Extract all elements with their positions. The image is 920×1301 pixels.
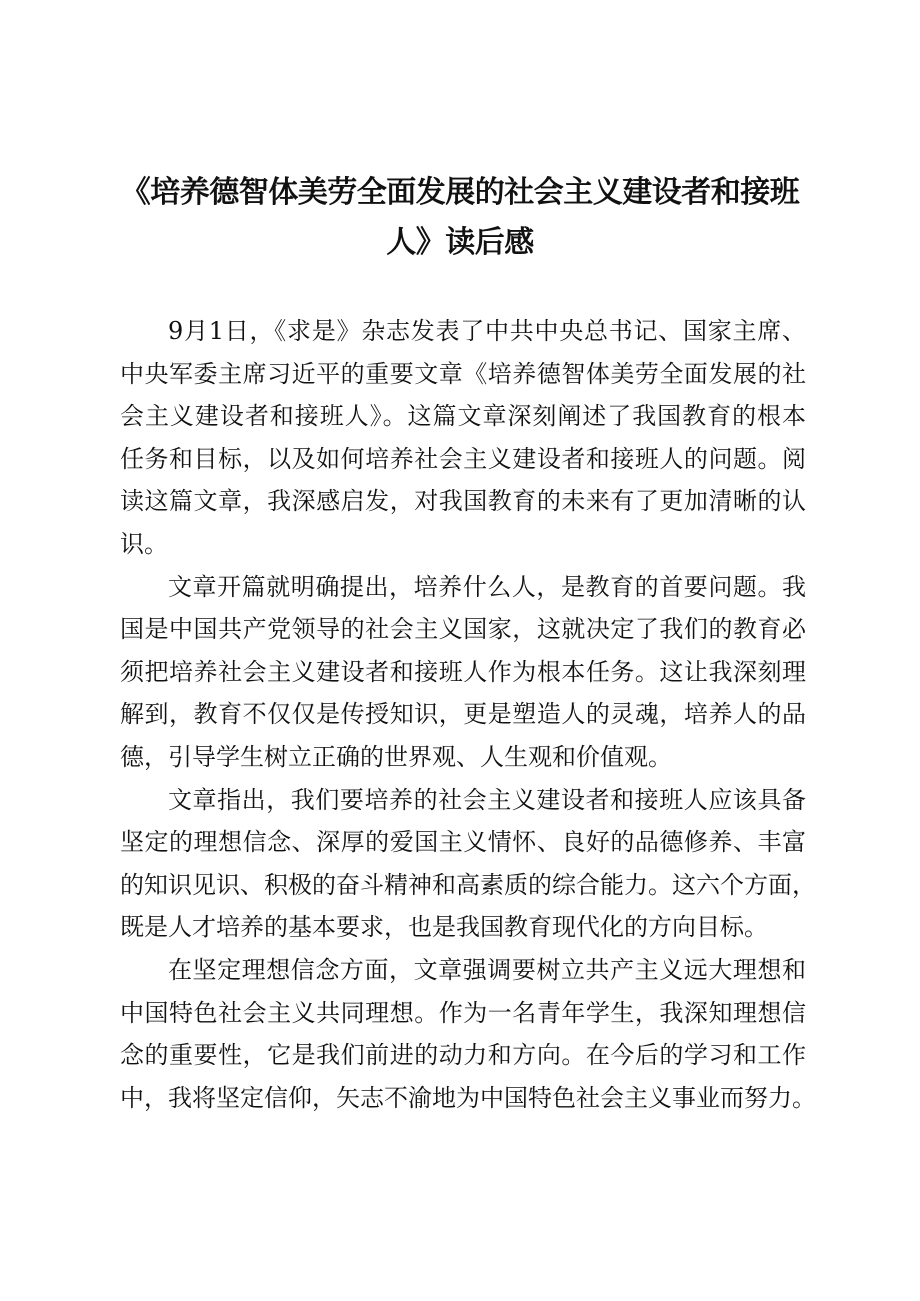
text-line: 会主义建设者和接班人》。这篇文章深刻阐述了我国教育的根本 xyxy=(120,402,806,431)
text-line: 坚定的理想信念、深厚的爱国主义情怀、良好的品德修养、丰富 xyxy=(120,828,806,857)
document-body xyxy=(120,310,816,1119)
text-line: 中央军委主席习近平的重要文章《培养德智体美劳全面发展的社 xyxy=(120,359,806,388)
text-line: 中国特色社会主义共同理想。作为一名青年学生，我深知理想信 xyxy=(120,998,806,1027)
text-line: 的知识见识、积极的奋斗精神和高素质的综合能力。这六个方面， xyxy=(120,870,816,899)
document-title xyxy=(120,168,800,268)
paragraph-2 xyxy=(120,566,806,779)
text-line: 既是人才培养的基本要求，也是我国教育现代化的方向目标。 xyxy=(120,913,768,942)
text-line: 文章指出，我们要培养的社会主义建设者和接班人应该具备 xyxy=(168,785,806,814)
text-line: 念的重要性，它是我们前进的动力和方向。在今后的学习和工作 xyxy=(120,1041,806,1070)
text-line: 任务和目标，以及如何培养社会主义建设者和接班人的问题。阅 xyxy=(120,444,806,473)
title-line: 人》读后感 xyxy=(386,225,534,260)
text-line: 文章开篇就明确提出，培养什么人，是教育的首要问题。我 xyxy=(168,572,806,601)
paragraph-1 xyxy=(120,310,806,566)
text-line: 识。 xyxy=(120,529,168,558)
text-line: 解到，教育不仅仅是传授知识，更是塑造人的灵魂，培养人的品 xyxy=(120,700,806,729)
text-line: 德，引导学生树立正确的世界观、人生观和价值观。 xyxy=(120,742,672,771)
paragraph-4 xyxy=(120,949,816,1119)
title-line: 《培养德智体美劳全面发展的社会主义建设者和接班 xyxy=(120,175,800,210)
text-line: 读这篇文章，我深感启发，对我国教育的未来有了更加清晰的认 xyxy=(120,487,806,516)
text-line: 国是中国共产党领导的社会主义国家，这就决定了我们的教育必 xyxy=(120,615,806,644)
paragraph-3 xyxy=(120,779,816,949)
text-line: 中，我将坚定信仰，矢志不渝地为中国特色社会主义事业而努力。 xyxy=(120,1083,816,1112)
text-line: 9月1日，《求是》杂志发表了中共中央总书记、国家主席、 xyxy=(168,317,806,345)
text-line: 在坚定理想信念方面，文章强调要树立共产主义远大理想和 xyxy=(168,955,806,984)
text-line: 须把培养社会主义建设者和接班人作为根本任务。这让我深刻理 xyxy=(120,657,806,686)
